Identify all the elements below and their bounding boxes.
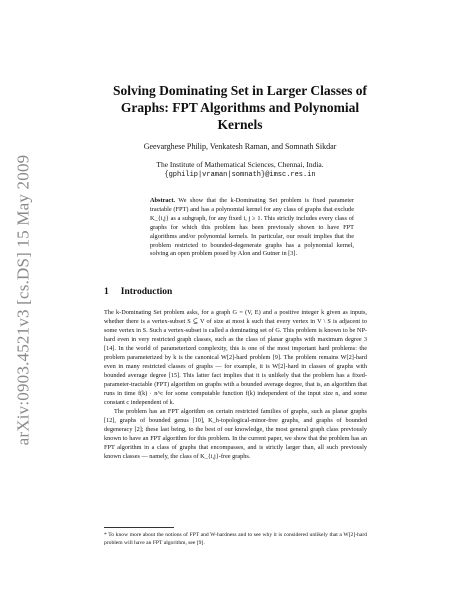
- footnote: * To know more about the notions of FPT and W-hardness and to see why it is considered unlikely that a W[2]-hard problem will have an FPT algorithm, see [9].: [104, 532, 367, 546]
- abstract-label: Abstract.: [150, 197, 176, 204]
- author-list: Geevarghese Philip, Venkatesh Raman, and Somnath Sikdar: [143, 142, 337, 151]
- title-line: Solving Dominating Set in Larger Classes of: [112, 83, 367, 98]
- arxiv-stamp: [10, 150, 36, 450]
- title-line: Graphs: FPT Algorithms and Polynomial: [120, 100, 360, 115]
- paper-title: [95, 82, 385, 133]
- abstract-text: We show that the k-Dominating Set problem is fixed parameter tractable (FPT) and has a polynomial kernel for any class of graphs that exclude K_{i,j} as a subgraph, for any fixed i, j ≥ 1. This strictly includes every class of graphs for which this problem has been previously shown to have FPT algorithms and/or polynomial kernels. In particular, our result implies that the problem restricted to bounded-degenerate graphs has a polynomial kernel, solving an open problem posed by Alon and Gutner in [3].: [150, 197, 354, 258]
- paragraph: The k-Dominating Set problem asks, for a graph G = (V, E) and a positive integer k given as inputs, whether there is a vertex-subset S ⊆ V of size at most k such that every vertex in V \ S is adjacent to some vertex in S. Such a vertex-subset is called a dominating set of G. This problem is known to be NP-hard even in very restricted graph classes, such as the class of planar graphs with maximum degree 3 [14]. In the world of parameterized complexity, this is one of the most important hard problems: the problem parameterized by k is the canonical W[2]-hard problem [9]. The problem remains W[2]-hard even in many restricted classes of graphs — for example, it is W[2]-hard in classes of graphs with bounded average degree [15]. This latter fact implies that it is unlikely that the problem has a fixed-parameter-tractable (FPT) algorithm on graphs with a bounded average degree, that is, an algorithm that runs in time f(k) · n^c for some computable function f(k) independent of the input size n, and some constant c independent of k.: [104, 309, 367, 406]
- affiliation: [95, 160, 385, 180]
- institute-name: The Institute of Mathematical Sciences, Chennai, India.: [156, 160, 324, 169]
- section-body: [104, 308, 367, 461]
- paragraph: The problem has an FPT algorithm on certain restricted families of graphs, such as planar graphs [12], graphs of bounded genus [10], K_h-topological-minor-free graphs, and graphs of bounded degeneracy [2]; these last being, to the best of our knowledge, the most general graph class previously known to have an FPT algorithm for this problem. In the current paper, we show that the problem has an FPT algorithm in a class of graphs that encompasses, and is strictly larger than, all such previously known classes — namely, the class of K_{i,j}-free graphs.: [104, 408, 367, 460]
- section-title: Introduction: [120, 287, 173, 297]
- abstract: [150, 197, 354, 259]
- title-line: Kernels: [217, 117, 263, 132]
- arxiv-identifier: arXiv:0903.4521v3 [cs.DS] 15 May 2009: [13, 154, 32, 446]
- section-number: 1: [104, 287, 109, 297]
- footnote-divider: [104, 527, 174, 528]
- author-emails: {gphilip|vraman|somnath}@imsc.res.in: [164, 171, 316, 179]
- section-heading: [104, 287, 172, 297]
